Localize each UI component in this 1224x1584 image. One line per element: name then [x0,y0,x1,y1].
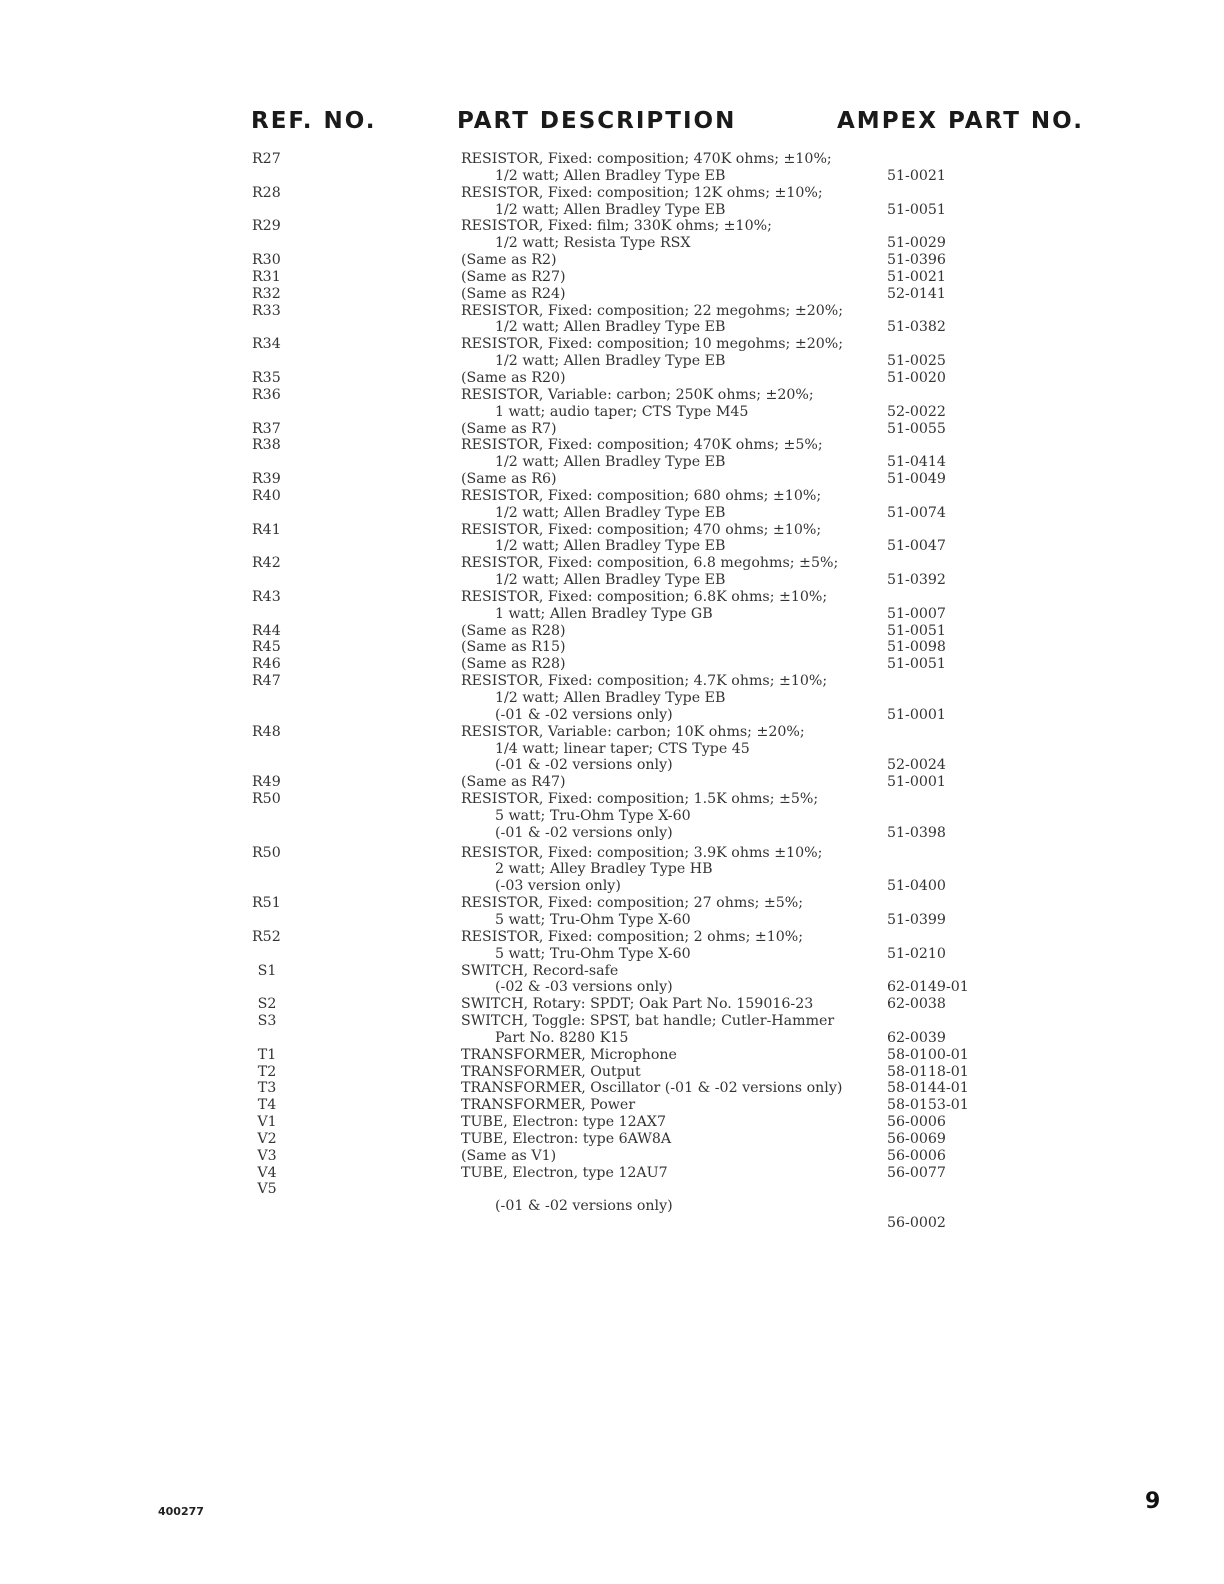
part-description: 1 watt; audio taper; CTS Type M45 [495,403,749,420]
ampex-part-no: 51-0051 [887,622,946,639]
ref-no: R37 [252,420,281,437]
part-description: RESISTOR, Fixed: composition; 27 ohms; ±5%; [461,895,804,912]
parts-list-line [0,861,1224,878]
ref-no: S1 [257,962,277,979]
part-description: RESISTOR, Fixed: composition; 22 megohms; ±20%; [461,302,844,319]
parts-list-line [0,370,1224,387]
parts-list-line [0,168,1224,185]
parts-list-line [0,825,1224,842]
ampex-part-no: 51-0021 [887,167,946,184]
part-description: 5 watt; Tru-Ohm Type X-60 [495,911,691,928]
parts-list-line [0,336,1224,353]
part-description: 1/2 watt; Allen Bradley Type EB [495,572,726,589]
ampex-part-no: 51-0029 [887,235,946,252]
parts-list [0,151,1224,1232]
parts-list-line [0,741,1224,758]
parts-list-line [0,538,1224,555]
parts-list-line [0,1198,1224,1215]
parts-list-line [0,235,1224,252]
ref-no-heading: REF. NO. [251,108,377,134]
ampex-part-no: 56-0006 [887,1147,946,1164]
ampex-part-no-heading: AMPEX PART NO. [837,108,1084,134]
part-description: 1/4 watt; linear taper; CTS Type 45 [495,740,750,757]
part-description: (Same as R15) [461,639,566,656]
part-description: (Same as V1) [461,1147,557,1164]
ampex-part-no: 51-0396 [887,252,946,269]
ampex-part-no: 58-0153-01 [887,1097,969,1114]
ampex-part-no: 51-0025 [887,353,946,370]
parts-list-line [0,589,1224,606]
parts-list-line [0,1013,1224,1030]
part-description: (Same as R28) [461,656,566,673]
ref-no: R49 [252,774,281,791]
part-description-heading: PART DESCRIPTION [457,108,737,134]
ampex-part-no: 51-0414 [887,454,946,471]
ref-no: V3 [257,1147,277,1164]
part-description: RESISTOR, Fixed: composition; 6.8K ohms; ±10%; [461,588,828,605]
ampex-part-no: 51-0399 [887,911,946,928]
ref-no: R31 [252,268,281,285]
ref-no: R28 [252,184,281,201]
ref-no: R47 [252,673,281,690]
ampex-part-no: 51-0098 [887,639,946,656]
part-description: RESISTOR, Fixed: composition; 12K ohms; ±10%; [461,184,823,201]
parts-list-line [0,996,1224,1013]
ampex-part-no: 51-0055 [887,420,946,437]
ampex-part-no: 58-0144-01 [887,1080,969,1097]
parts-list-line [0,505,1224,522]
part-description: SWITCH, Toggle: SPST, bat handle; Cutler-Hammer [461,1013,835,1030]
ampex-part-no: 56-0069 [887,1130,946,1147]
ref-no: R51 [252,895,281,912]
parts-list-line [0,269,1224,286]
ampex-part-no: 51-0392 [887,572,946,589]
parts-list-line [0,202,1224,219]
part-description: 1/2 watt; Resista Type RSX [495,235,691,252]
ref-no: R42 [252,555,281,572]
ampex-part-no: 52-0022 [887,403,946,420]
ref-no: R35 [252,369,281,386]
ref-no: T1 [257,1046,277,1063]
parts-list-line [0,421,1224,438]
ref-no: R50 [252,791,281,808]
parts-list-line [0,488,1224,505]
parts-list-line [0,1165,1224,1182]
part-description: (-01 & -02 versions only) [495,824,673,841]
ampex-part-no: 56-0002 [887,1215,946,1232]
ref-no: R32 [252,285,281,302]
part-description: RESISTOR, Fixed: composition; 10 megohms; ±20%; [461,336,844,353]
parts-list-line [0,979,1224,996]
ref-no: V2 [257,1130,277,1147]
part-description: 5 watt; Tru-Ohm Type X-60 [495,807,691,824]
part-description: RESISTOR, Fixed: film; 330K ohms; ±10%; [461,218,772,235]
parts-list-line [0,690,1224,707]
ampex-part-no: 56-0006 [887,1114,946,1131]
part-description: 1/2 watt; Allen Bradley Type EB [495,319,726,336]
part-description: 5 watt; Tru-Ohm Type X-60 [495,945,691,962]
part-description: SWITCH, Record-safe [461,962,619,979]
parts-list-line [0,1097,1224,1114]
ref-no: R34 [252,336,281,353]
part-description: (Same as R20) [461,369,566,386]
part-description: (-01 & -02 versions only) [495,706,673,723]
ampex-part-no: 51-0400 [887,878,946,895]
part-description: (-02 & -03 versions only) [495,979,673,996]
ref-no: R30 [252,252,281,269]
ampex-part-no: 51-0210 [887,945,946,962]
page-number: 9 [1145,1489,1161,1514]
parts-list-line [0,151,1224,168]
ref-no: R40 [252,487,281,504]
parts-list-line [0,471,1224,488]
ampex-part-no: 51-0047 [887,538,946,555]
ref-no: R27 [252,151,281,167]
ref-no: R39 [252,471,281,488]
ampex-part-no: 58-0118-01 [887,1063,969,1080]
parts-list-line [0,946,1224,963]
part-description: 1/2 watt; Allen Bradley Type EB [495,538,726,555]
ref-no: R52 [252,928,281,945]
parts-list-line [0,724,1224,741]
ref-no: R48 [252,723,281,740]
ampex-part-no: 51-0074 [887,504,946,521]
ampex-part-no: 56-0077 [887,1164,946,1181]
part-description: (Same as R28) [461,622,566,639]
ref-no: R43 [252,588,281,605]
part-description: Part No. 8280 K15 [495,1029,629,1046]
ref-no: T2 [257,1063,277,1080]
parts-list-line [0,808,1224,825]
part-description: RESISTOR, Fixed: composition; 470 ohms; ±10%; [461,521,822,538]
ampex-part-no: 51-0001 [887,706,946,723]
parts-list-line [0,1030,1224,1047]
part-description: (Same as R47) [461,774,566,791]
parts-list-line [0,963,1224,980]
part-description: TRANSFORMER, Microphone [461,1046,677,1063]
parts-list-line [0,319,1224,336]
ampex-part-no: 62-0039 [887,1029,946,1046]
part-description: TRANSFORMER, Oscillator (-01 & -02 versions only) [461,1080,843,1097]
part-description: TUBE, Electron: type 12AX7 [461,1114,667,1131]
parts-list-line [0,1047,1224,1064]
part-description: RESISTOR, Variable: carbon; 250K ohms; ±20%; [461,386,814,403]
ampex-part-no: 62-0149-01 [887,979,969,996]
parts-list-line [0,929,1224,946]
parts-list-line [0,845,1224,862]
part-description: TUBE, Electron, type 12AU7 [461,1164,668,1181]
part-description: 1/2 watt; Allen Bradley Type EB [495,167,726,184]
ref-no: R33 [252,302,281,319]
part-description: (Same as R6) [461,471,557,488]
ampex-part-no: 51-0051 [887,201,946,218]
parts-list-line [0,572,1224,589]
ref-no: R41 [252,521,281,538]
parts-list-line [0,757,1224,774]
parts-list-line [0,303,1224,320]
ampex-part-no: 58-0100-01 [887,1046,969,1063]
part-description: 1/2 watt; Allen Bradley Type EB [495,353,726,370]
part-description: 1/2 watt; Allen Bradley Type EB [495,454,726,471]
part-description: 1/2 watt; Allen Bradley Type EB [495,690,726,706]
ampex-part-no: 52-0141 [887,285,946,302]
parts-list-line [0,707,1224,724]
part-description: (-01 & -02 versions only) [495,1198,673,1215]
ampex-part-no: 52-0024 [887,757,946,774]
part-description: 2 watt; Alley Bradley Type HB [495,861,713,878]
parts-list-line [0,774,1224,791]
ampex-part-no: 51-0382 [887,319,946,336]
ampex-part-no: 51-0020 [887,369,946,386]
parts-list-line [0,912,1224,929]
parts-list-line [0,286,1224,303]
part-description: (-03 version only) [495,878,621,895]
part-description: RESISTOR, Fixed: composition; 2 ohms; ±10%; [461,928,804,945]
part-description: (-01 & -02 versions only) [495,757,673,774]
part-description: RESISTOR, Fixed: composition; 470K ohms; ±10%; [461,151,832,167]
ampex-part-no: 51-0051 [887,656,946,673]
part-description: RESISTOR, Fixed: composition, 6.8 megohms; ±5%; [461,555,839,572]
parts-list-line [0,639,1224,656]
parts-list-line [0,387,1224,404]
parts-list-line [0,404,1224,421]
part-description: (Same as R2) [461,252,557,269]
document-code: 400277 [158,1505,204,1518]
ref-no: R38 [252,437,281,454]
parts-list-line [0,437,1224,454]
ampex-part-no: 51-0007 [887,605,946,622]
ref-no: R44 [252,622,281,639]
ref-no: R46 [252,656,281,673]
part-description: RESISTOR, Fixed: composition; 1.5K ohms; ±5%; [461,791,819,808]
ampex-part-no: 51-0001 [887,774,946,791]
parts-list-line [0,1148,1224,1165]
part-description: (Same as R24) [461,285,566,302]
parts-list-line [0,218,1224,235]
ampex-part-no: 51-0021 [887,268,946,285]
parts-list-line [0,1114,1224,1131]
part-description: TRANSFORMER, Power [461,1097,636,1114]
parts-list-line [0,673,1224,690]
ref-no: S3 [257,1013,277,1030]
ref-no: V1 [257,1114,277,1131]
part-description: RESISTOR, Fixed: composition; 3.9K ohms ±10%; [461,844,823,861]
part-description: 1/2 watt; Allen Bradley Type EB [495,201,726,218]
parts-list-line [0,878,1224,895]
parts-list-line [0,1181,1224,1198]
parts-list-line [0,1080,1224,1097]
part-description: 1/2 watt; Allen Bradley Type EB [495,504,726,521]
parts-list-line [0,185,1224,202]
ampex-part-no: 51-0398 [887,824,946,841]
ref-no: T4 [257,1097,277,1114]
parts-list-line [0,252,1224,269]
part-description: RESISTOR, Variable: carbon; 10K ohms; ±20%; [461,723,805,740]
parts-list-line [0,606,1224,623]
parts-list-line [0,1215,1224,1232]
ref-no: S2 [257,996,277,1013]
part-description: 1 watt; Allen Bradley Type GB [495,605,713,622]
ref-no: T3 [257,1080,277,1097]
parts-list-line [0,353,1224,370]
part-description: TRANSFORMER, Output [461,1063,641,1080]
parts-list-line [0,522,1224,539]
parts-list-line [0,1131,1224,1148]
parts-list-line [0,555,1224,572]
part-description: SWITCH, Rotary: SPDT; Oak Part No. 159016-23 [461,996,814,1013]
ref-no: R29 [252,218,281,235]
part-description: TUBE, Electron: type 6AW8A [461,1130,672,1147]
parts-list-line [0,895,1224,912]
ampex-part-no: 51-0049 [887,471,946,488]
parts-list-line [0,656,1224,673]
ref-no: V4 [257,1164,277,1181]
parts-list-line [0,1064,1224,1081]
ref-no: R45 [252,639,281,656]
part-description: RESISTOR, Fixed: composition; 4.7K ohms; ±10%; [461,673,828,690]
ampex-part-no: 62-0038 [887,996,946,1013]
parts-list-line [0,454,1224,471]
ref-no: R50 [252,844,281,861]
parts-list-line [0,791,1224,808]
part-description: (Same as R7) [461,420,557,437]
part-description: (Same as R27) [461,268,566,285]
part-description: RESISTOR, Fixed: composition; 470K ohms; ±5%; [461,437,823,454]
parts-list-line [0,623,1224,640]
part-description: RESISTOR, Fixed: composition; 680 ohms; ±10%; [461,487,822,504]
ref-no: R36 [252,386,281,403]
ref-no: V5 [257,1181,277,1198]
